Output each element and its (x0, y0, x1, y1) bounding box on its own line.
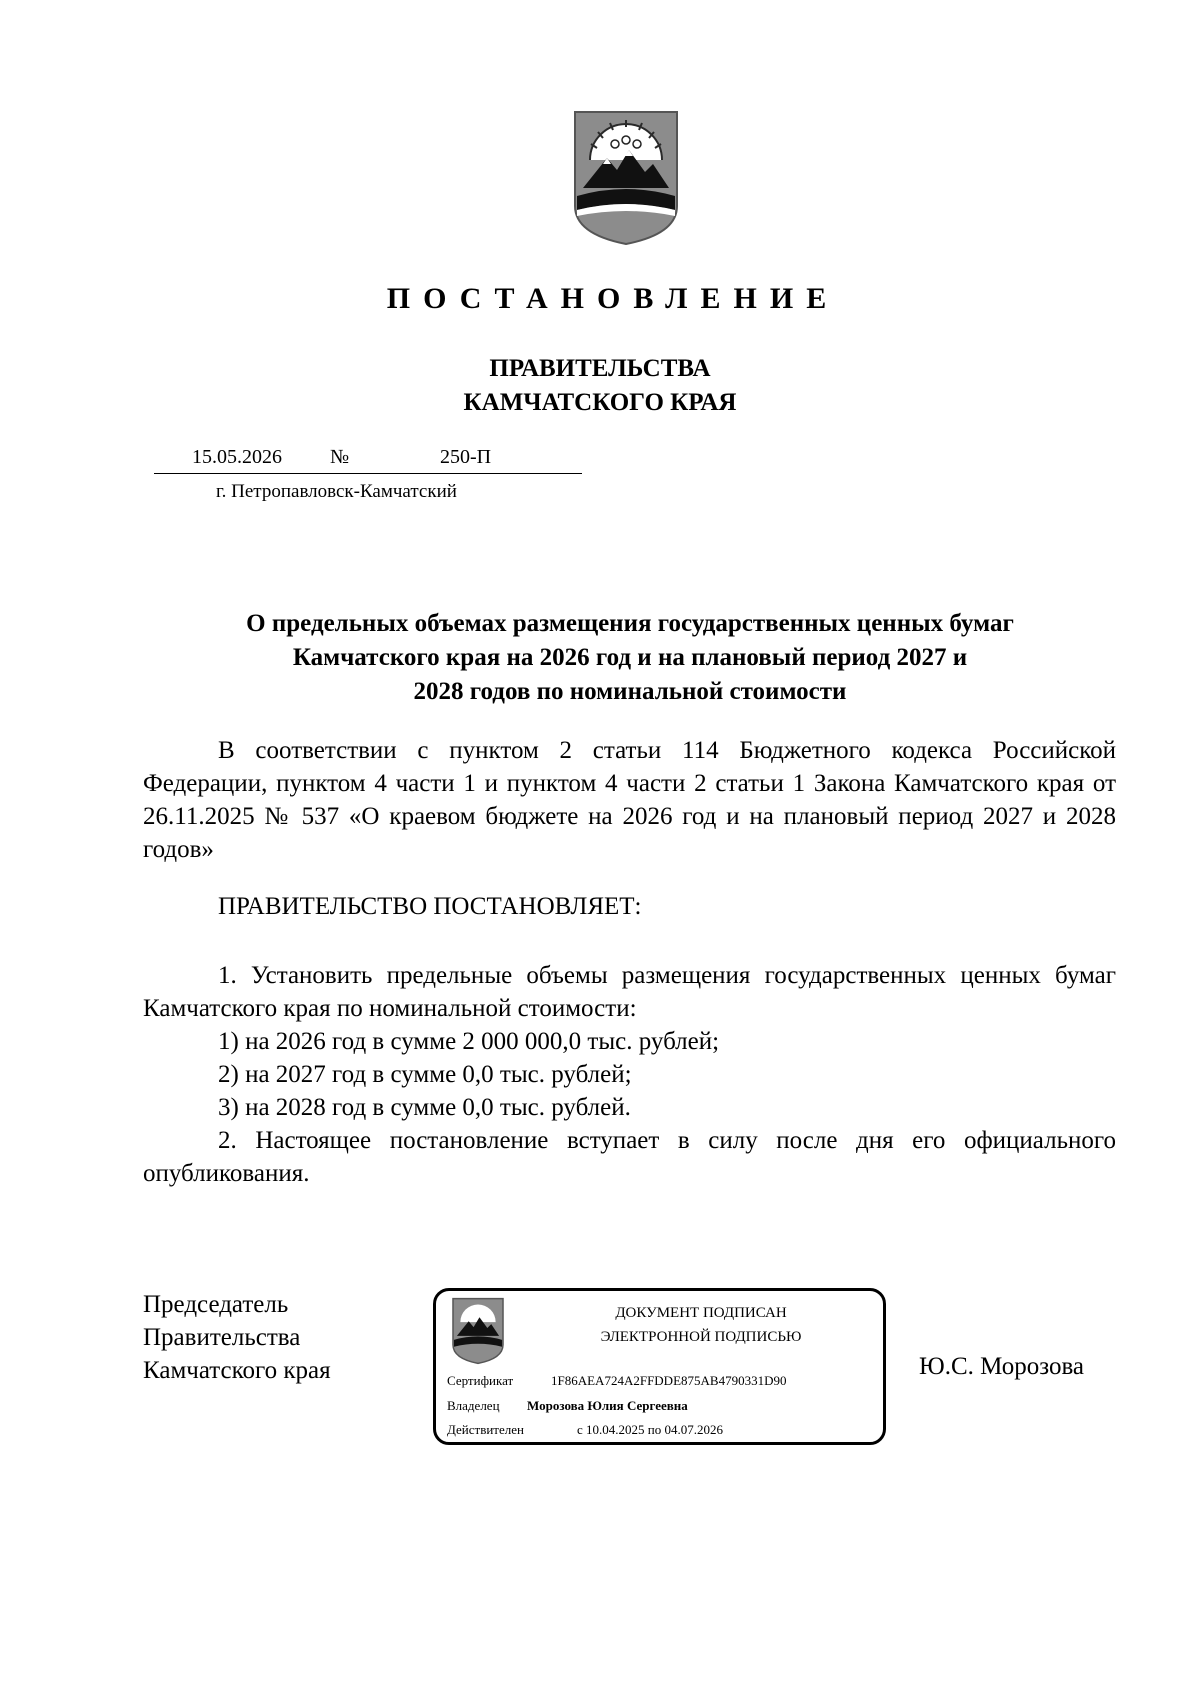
position-line: Камчатского края (143, 1357, 331, 1384)
signer-name: Ю.С. Морозова (919, 1353, 1085, 1380)
validity-label: Действителен (447, 1422, 524, 1437)
certificate-label: Сертификат (447, 1373, 514, 1388)
preamble-block (143, 734, 1116, 866)
issue-city: г. Петропавловск-Камчатский (216, 481, 457, 502)
owner-row (447, 1398, 688, 1414)
subitem: 1) на 2026 год в сумме 2 000 000,0 тыс. рублей; (218, 1028, 720, 1055)
stamp-header-line: ДОКУМЕНТ ПОДПИСАН (615, 1305, 787, 1321)
issuer-line: КАМЧАТСКОГО КРАЯ (463, 389, 737, 416)
owner-value: Морозова Юлия Сергеевна (527, 1398, 688, 1413)
validity-value: с 10.04.2025 по 04.07.2026 (577, 1422, 723, 1437)
decree-heading: ПРАВИТЕЛЬСТВО ПОСТАНОВЛЯЕТ: (218, 893, 642, 920)
issuer-line: ПРАВИТЕЛЬСТВА (489, 355, 711, 382)
subitem: 2) на 2027 год в сумме 0,0 тыс. рублей; (218, 1061, 632, 1088)
document-number: 250-П (440, 446, 492, 468)
preamble: В соответствии с пунктом 2 статьи 114 Бюджетного кодекса Российской Федерации, пунктом 4 части 1 и пунктом 4 части 2 статьи 1 Закона Камчатского края от 26.11.2025 № 537 «О краевом бюджете на 2026 год и на плановый период 2027 и 2028 годов» (143, 737, 1116, 863)
title-line: Камчатского края на 2026 год и на плановый период 2027 и (292, 644, 968, 671)
title-line: 2028 годов по номинальной стоимости (413, 678, 847, 705)
electronic-signature-stamp (433, 1288, 886, 1445)
signer-position (143, 1288, 331, 1387)
decree-body (143, 959, 1116, 1190)
stamp-header-line: ЭЛЕКТРОННОЙ ПОДПИСЬЮ (600, 1329, 802, 1345)
issuer (0, 352, 1200, 420)
position-line: Председатель (143, 1291, 289, 1318)
position-line: Правительства (143, 1324, 301, 1351)
registration-line (154, 446, 582, 474)
validity-row (447, 1422, 723, 1438)
certificate-value: 1F86AEA724A2FFDDE875AB4790331D90 (551, 1373, 787, 1388)
subitem: 3) на 2028 год в сумме 0,0 тыс. рублей. (218, 1094, 631, 1121)
coat-of-arms-icon (452, 1297, 504, 1365)
stamp-header (536, 1301, 866, 1349)
document-type: ПОСТАНОВЛЕНИЕ (386, 282, 840, 315)
title-line: О предельных объемах размещения государственных ценных бумаг (246, 610, 1014, 637)
coat-of-arms-icon (573, 110, 679, 246)
point-1: 1. Установить предельные объемы размещения государственных ценных бумаг Камчатского края по номинальной стоимости: (143, 962, 1116, 1022)
owner-label: Владелец (447, 1398, 500, 1413)
number-sign: № (330, 446, 350, 468)
document-date: 15.05.2026 (192, 446, 282, 468)
document-title (150, 607, 1110, 709)
certificate-row (447, 1373, 786, 1389)
point-2: 2. Настоящее постановление вступает в силу после дня его официального опубликования. (143, 1127, 1116, 1187)
